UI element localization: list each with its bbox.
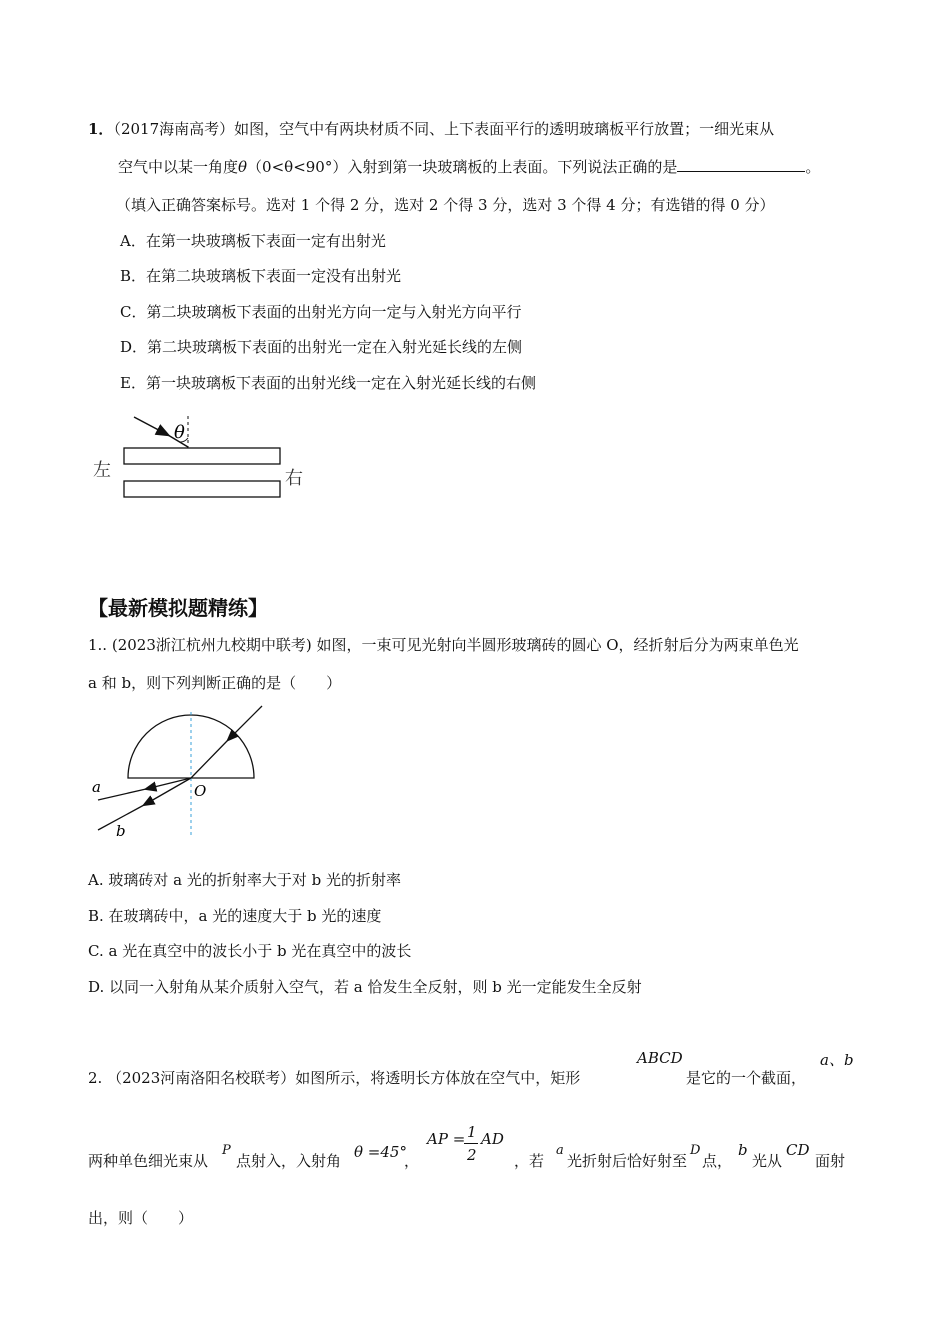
p1-option-a: A. 玻璃砖对 a 光的折射率大于对 b 光的折射率 (88, 871, 401, 889)
p2-CD: CD (786, 1141, 810, 1159)
section-title: 【最新模拟题精练】 (88, 596, 268, 620)
label-b: b (116, 822, 126, 840)
p2-line2b: 点射入，入射角 (236, 1152, 342, 1170)
p2-line2e: 点， (702, 1152, 733, 1170)
p2-frac-bar (464, 1143, 478, 1144)
p2-line2c: ，若 (514, 1152, 545, 1170)
q1-scoring-note: （填入正确答案标号。选对 1 个得 2 分，选对 2 个得 3 分，选对 3 个得 4 分；有选错的得 0 分） (116, 196, 775, 214)
p2-a: a (556, 1143, 564, 1158)
q1-stem-line2-range: （0<θ<90°）入射到第一块玻璃板的上表面。下列说法正确的是 (247, 158, 678, 176)
p2-theta-eq: θ =45° (354, 1143, 407, 1161)
p2-line2a: 两种单色细光束从 (88, 1152, 209, 1170)
p2-line3: 出，则（ ） (88, 1209, 194, 1227)
q1-option-c: C．第二块玻璃板下表面的出射光方向一定与入射光方向平行 (120, 303, 522, 321)
q1-figure (88, 408, 318, 508)
label-a: a (92, 778, 101, 796)
incident-ray (134, 417, 168, 435)
p2-P: P (222, 1143, 231, 1158)
fig-theta-label: θ (174, 422, 185, 443)
q1-line1 (88, 118, 774, 139)
p1-stem-line1: 1.. (2023浙江杭州九校期中联考) 如图，一束可见光射向半圆形玻璃砖的圆心 O，经折射后分为两束单色光 (88, 636, 799, 654)
q1-number: 1． (88, 120, 114, 138)
p2-D: D (690, 1143, 701, 1158)
fig-left-label: 左 (93, 460, 111, 481)
ray-a-tail (98, 789, 146, 800)
q1-stem-line1: （2017海南高考）如图，空气中有两块材质不同、上下表面平行的透明玻璃板平行放置；一细光束从 (113, 120, 775, 138)
q1-option-e: E．第一块玻璃板下表面的出射光线一定在入射光延长线的右侧 (120, 374, 536, 392)
p2-line2g: 面射 (815, 1152, 846, 1170)
p2-line2f: 光从 (752, 1152, 783, 1170)
glass-plate-2 (124, 481, 280, 497)
p2-line2d: 光折射后恰好射至 (567, 1152, 688, 1170)
p1-option-c: C. a 光在真空中的波长小于 b 光在真空中的波长 (88, 942, 412, 960)
incident-beam (228, 706, 262, 740)
p1-figure (88, 700, 288, 842)
p2-ap-eq: AP = (427, 1130, 466, 1148)
p2-abcd: ABCD (637, 1049, 683, 1067)
answer-blank[interactable] (677, 157, 805, 172)
q1-stem-line2-pre: 空气中以某一角度 (118, 158, 239, 176)
ray-b (144, 778, 191, 805)
glass-plate-1 (124, 448, 280, 464)
p2-part1: 2. （2023河南洛阳名校联考）如图所示，将透明长方体放在空气中，矩形 (88, 1069, 581, 1087)
ray-a (146, 778, 191, 789)
p2-ab: a、b (820, 1051, 854, 1069)
q1-option-a: A．在第一块玻璃板下表面一定有出射光 (120, 232, 386, 250)
p1-option-d: D. 以同一入射角从某介质射入空气，若 a 恰发生全反射，则 b 光一定能发生全反射 (88, 978, 642, 996)
p2-b: b (738, 1141, 748, 1159)
p2-part2: 是它的一个截面， (686, 1069, 807, 1087)
p2-frac-den: 2 (467, 1146, 477, 1164)
p2-comma: ， (404, 1152, 420, 1170)
p2-ad: AD (481, 1130, 504, 1148)
q1-option-b: B．在第二块玻璃板下表面一定没有出射光 (120, 267, 402, 285)
q1-line2 (118, 156, 820, 177)
q1-stem-line2-end: 。 (805, 158, 821, 176)
label-o: O (194, 782, 207, 800)
p1-stem-line2: a 和 b，则下列判断正确的是（ ） (88, 674, 342, 692)
fig-right-label: 右 (285, 468, 303, 489)
q1-option-d: D．第二块玻璃板下表面的出射光一定在入射光延长线的左侧 (120, 338, 523, 356)
theta-symbol: θ (238, 158, 248, 176)
p1-option-b: B. 在玻璃砖中，a 光的速度大于 b 光的速度 (88, 907, 382, 925)
p2-frac-num: 1 (467, 1123, 477, 1141)
